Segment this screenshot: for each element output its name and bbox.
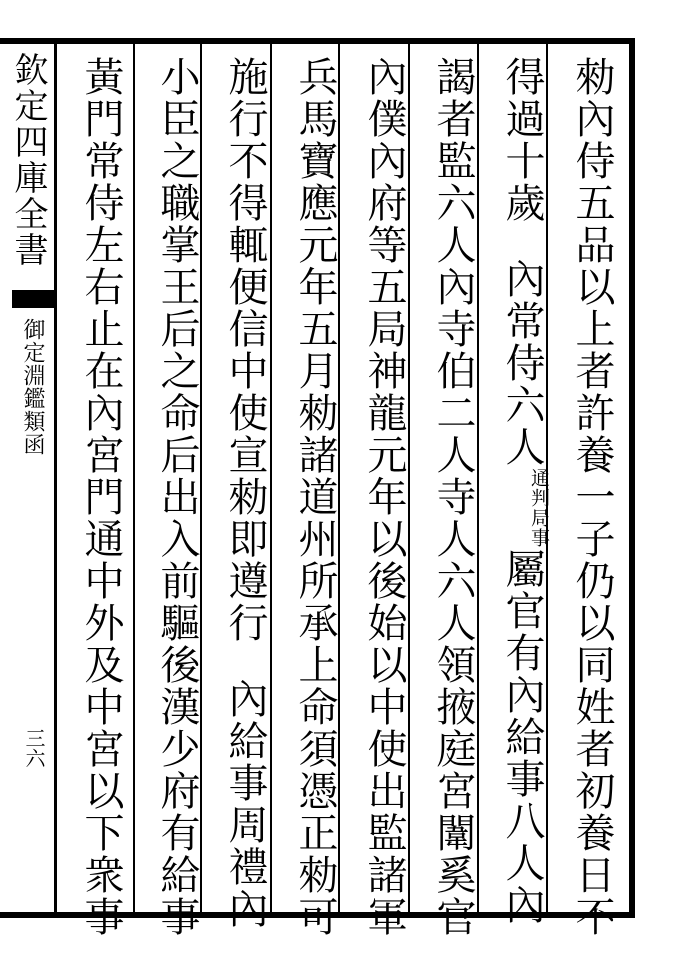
column-text-continued: 屬官有內給事八人內 <box>499 548 545 926</box>
text-column-6 <box>216 56 274 930</box>
page-number: 三六 <box>22 728 46 768</box>
column-text: 謁者監六人內寺伯二人寺人六人領掖庭宮闈奚官 <box>430 56 476 938</box>
text-column-3 <box>424 56 482 938</box>
column-rule <box>133 44 135 912</box>
column-text: 小臣之職掌王后之命后出入前驅後漢少府有給事 <box>154 56 200 938</box>
book-title: 欽定四庫全書 <box>8 52 48 268</box>
text-column-1 <box>563 56 621 938</box>
column-text: 黃門常侍左右止在內宮門通中外及中宮以下衆事 <box>78 56 124 938</box>
column-text: 內僕內府等五局神龍元年以後始以中使出監諸軍 <box>361 56 407 938</box>
text-column-8 <box>72 56 130 938</box>
column-text: 勑內侍五品以上者許養一子仍以同姓者初養日不 <box>569 56 615 938</box>
text-column-5 <box>286 56 344 938</box>
column-text: 施行不得輒便信中使宣勑即遵行 <box>222 56 268 644</box>
interlinear-note: 通判局事 <box>528 468 550 548</box>
text-column-4 <box>355 56 413 938</box>
text-column-7 <box>148 56 206 938</box>
column-text-continued: 內給事周禮內 <box>222 678 268 930</box>
work-title: 御定淵鑑類函 <box>20 318 45 456</box>
column-text-continued: 內常侍六人 <box>499 258 545 468</box>
column-text: 得過十歲 <box>499 56 545 224</box>
column-text: 兵馬寶應元年五月勑諸道州所承上命須憑正勑可 <box>292 56 338 938</box>
text-column-2 <box>493 56 551 926</box>
